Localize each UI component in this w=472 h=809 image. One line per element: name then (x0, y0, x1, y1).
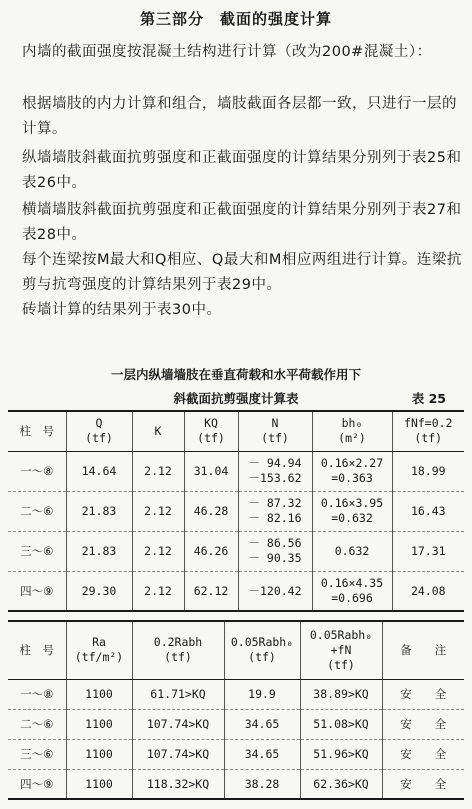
table-caption-line1: 一层内纵墙墙肢在垂直荷载和水平荷载作用下 (110, 367, 361, 382)
table-cell: 四～⑨ (8, 769, 66, 799)
table-cell: － 86.56 － 90.35 (238, 531, 312, 571)
table-cell: 21.83 (66, 491, 132, 531)
table-cell: 51.08>KQ (300, 709, 382, 739)
table-cell: 0.16×2.27 =0.363 (312, 451, 392, 491)
paragraph-3: 纵墙墙肢斜截面抗剪强度和正截面强度的计算结果分别列于表25和表26中。 (22, 150, 462, 191)
table-cell: 2.12 (132, 451, 184, 491)
table-cell: 24.08 (392, 571, 464, 611)
table-cell: 118.32>KQ (132, 769, 224, 799)
table-cell: 14.64 (66, 451, 132, 491)
table-row (8, 739, 464, 769)
table2-header-cell: 0.05Rabh₀ (tf) (224, 621, 300, 679)
table-cell: － 94.94 －153.62 (238, 451, 312, 491)
table-cell: 0.632 (312, 531, 392, 571)
paragraph-2: 根据墙肢的内力计算和组合，墙肢截面各层都一致，只进行一层的计算。 (22, 96, 457, 137)
table-cell: 安 全 (382, 739, 464, 769)
paragraph-4: 横墙墙肢斜截面抗剪强度和正截面强度的计算结果分别列于表27和表28中。 (22, 202, 462, 243)
table-number: 表 25 (411, 391, 446, 406)
table-cell: 一～⑧ (8, 679, 66, 709)
table-row (8, 531, 464, 571)
table-cell: 38.89>KQ (300, 679, 382, 709)
table-cell: 二～⑥ (8, 709, 66, 739)
table-cell: 62.36>KQ (300, 769, 382, 799)
table-cell: 2.12 (132, 571, 184, 611)
table1-header-cell: N (tf) (238, 411, 312, 451)
table-cell: 62.12 (184, 571, 238, 611)
table-cell: 38.28 (224, 769, 300, 799)
table-cell: 18.99 (392, 451, 464, 491)
table-cell: 一～⑧ (8, 451, 66, 491)
table2-header-cell: 0.05Rabh₀ +fN (tf) (300, 621, 382, 679)
table-cell: － 87.32 － 82.16 (238, 491, 312, 531)
shear-table-part2 (8, 620, 464, 800)
table-cell: 2.12 (132, 531, 184, 571)
table1-header-cell: fNf=0.2 (tf) (392, 411, 464, 451)
table1-header-cell: K (132, 411, 184, 451)
table-cell: 0.16×4.35 =0.696 (312, 571, 392, 611)
table2-header-row (8, 621, 464, 679)
table-cell: 21.83 (66, 531, 132, 571)
table-cell: 46.28 (184, 491, 238, 531)
table-cell: 四～⑨ (8, 571, 66, 611)
table-cell: 安 全 (382, 679, 464, 709)
table-cell: 16.43 (392, 491, 464, 531)
table-cell: －120.42 (238, 571, 312, 611)
table-cell: 46.26 (184, 531, 238, 571)
table-cell: 51.96>KQ (300, 739, 382, 769)
paragraph-6: 砖墙计算的结果列于表30中。 (22, 302, 222, 318)
table1-header-cell: 柱 号 (8, 411, 66, 451)
shear-table-part1 (8, 410, 464, 612)
table-cell: 二～⑥ (8, 491, 66, 531)
table-cell: 1100 (66, 769, 132, 799)
table2-header-cell: 0.2Rabh (tf) (132, 621, 224, 679)
table-cell: 34.65 (224, 739, 300, 769)
table-cell: 2.12 (132, 491, 184, 531)
table-row (8, 769, 464, 799)
table-row (8, 451, 464, 491)
table-cell: 107.74>KQ (132, 709, 224, 739)
table-row (8, 679, 464, 709)
section-title: 第三部分 截面的强度计算 (139, 10, 332, 28)
table-cell: 34.65 (224, 709, 300, 739)
table1-header-cell: bh₀ (m²) (312, 411, 392, 451)
paragraph-1: 内墙的截面强度按混凝土结构进行计算（改为200#混凝土）： (22, 44, 432, 60)
table1-header-cell: Q (tf) (66, 411, 132, 451)
table-cell: 0.16×3.95 =0.632 (312, 491, 392, 531)
table-row (8, 491, 464, 531)
table-cell: 三～⑥ (8, 531, 66, 571)
table1-header-row (8, 411, 464, 451)
table2-header-cell: 备 注 (382, 621, 464, 679)
table2-header-cell: Ra (tf/m²) (66, 621, 132, 679)
table-cell: 61.71>KQ (132, 679, 224, 709)
table2-header-cell: 柱 号 (8, 621, 66, 679)
table-row (8, 571, 464, 611)
table-cell: 安 全 (382, 709, 464, 739)
table-row (8, 709, 464, 739)
table-cell: 三～⑥ (8, 739, 66, 769)
table1-header-cell: KQ (tf) (184, 411, 238, 451)
paragraph-5: 每个连梁按M最大和Q相应、Q最大和M相应两组进行计算。连梁抗剪与抗弯强度的计算结果列于表29中。 (22, 252, 462, 293)
table-caption-line2: 斜截面抗剪强度计算表 (173, 391, 299, 406)
table-cell: 31.04 (184, 451, 238, 491)
table-cell: 19.9 (224, 679, 300, 709)
table-cell: 1100 (66, 709, 132, 739)
table-cell: 1100 (66, 679, 132, 709)
table-cell: 17.31 (392, 531, 464, 571)
table-cell: 29.30 (66, 571, 132, 611)
table-cell: 1100 (66, 739, 132, 769)
table-cell: 安 全 (382, 769, 464, 799)
table-cell: 107.74>KQ (132, 739, 224, 769)
